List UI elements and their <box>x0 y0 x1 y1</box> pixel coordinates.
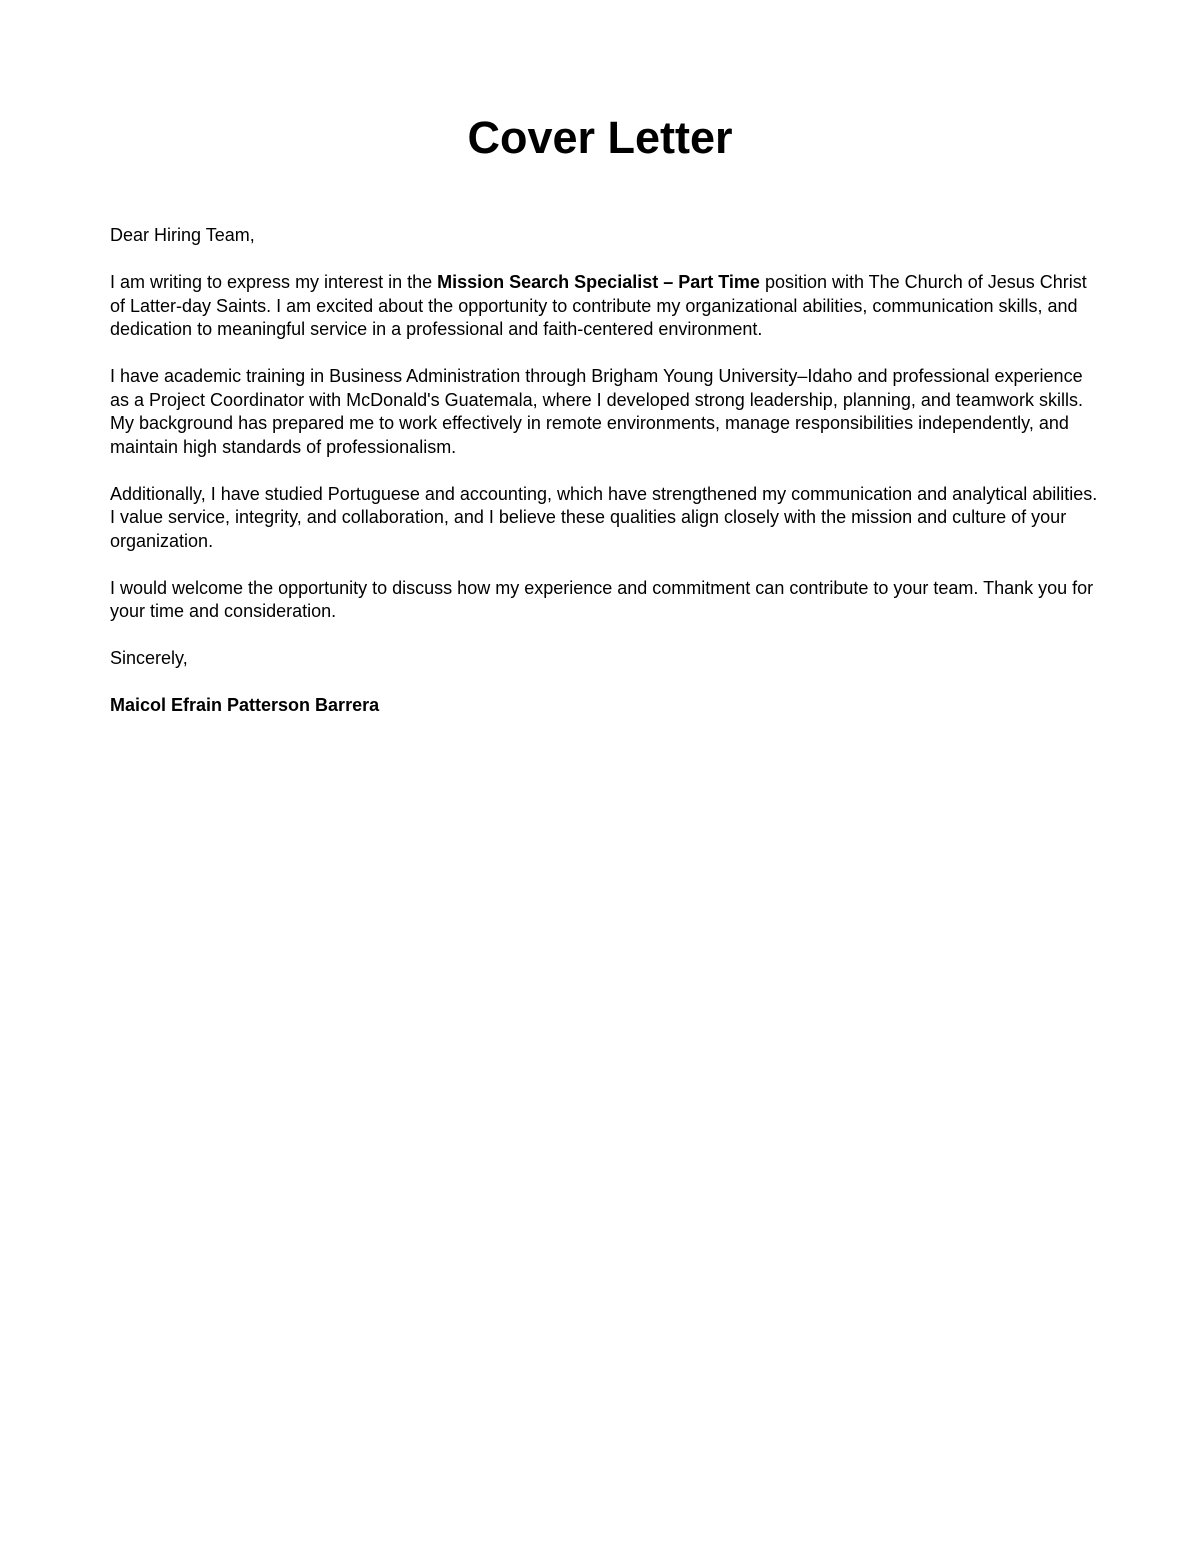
signature-name-text: Maicol Efrain Patterson Barrera <box>110 695 380 715</box>
paragraph-skills: Additionally, I have studied Portuguese and accounting, which have strengthened my communication and analytical abilities. I value service, integrity, and collaboration, and I believe these qualities align closely with the mission and culture of your organization. <box>110 483 1098 551</box>
paragraph-intro-rest: position with The Church of Jesus Christ of Latter-day Saints. I am excited about the opportunity to contribute my organizational abilities, communication skills, and dedication to meaningful service in a professional and faith-centered environment. <box>110 272 1087 339</box>
paragraph-intro-lead: I am writing to express my interest in the <box>110 272 438 292</box>
paragraph-experience: I have academic training in Business Administration through Brigham Young University–Idaho and professional experience as a Project Coordinator with McDonald's Guatemala, where I developed strong leadership, planning, and teamwork skills. My background has prepared me to work effectively in remote environments, manage responsibilities independently, and maintain high standards of professionalism. <box>110 366 1083 457</box>
document-title: Cover Letter <box>467 112 733 163</box>
position-title: Mission Search Specialist – Part Time <box>437 272 760 292</box>
paragraph-intro <box>110 271 1100 342</box>
salutation: Dear Hiring Team, <box>110 225 255 245</box>
letter-body <box>110 224 1100 741</box>
signature-name <box>110 694 1100 718</box>
closing: Sincerely, <box>110 648 188 668</box>
paragraph-closing: I would welcome the opportunity to discuss how my experience and commitment can contribute to your team. Thank you for your time and consideration. <box>110 577 1094 621</box>
